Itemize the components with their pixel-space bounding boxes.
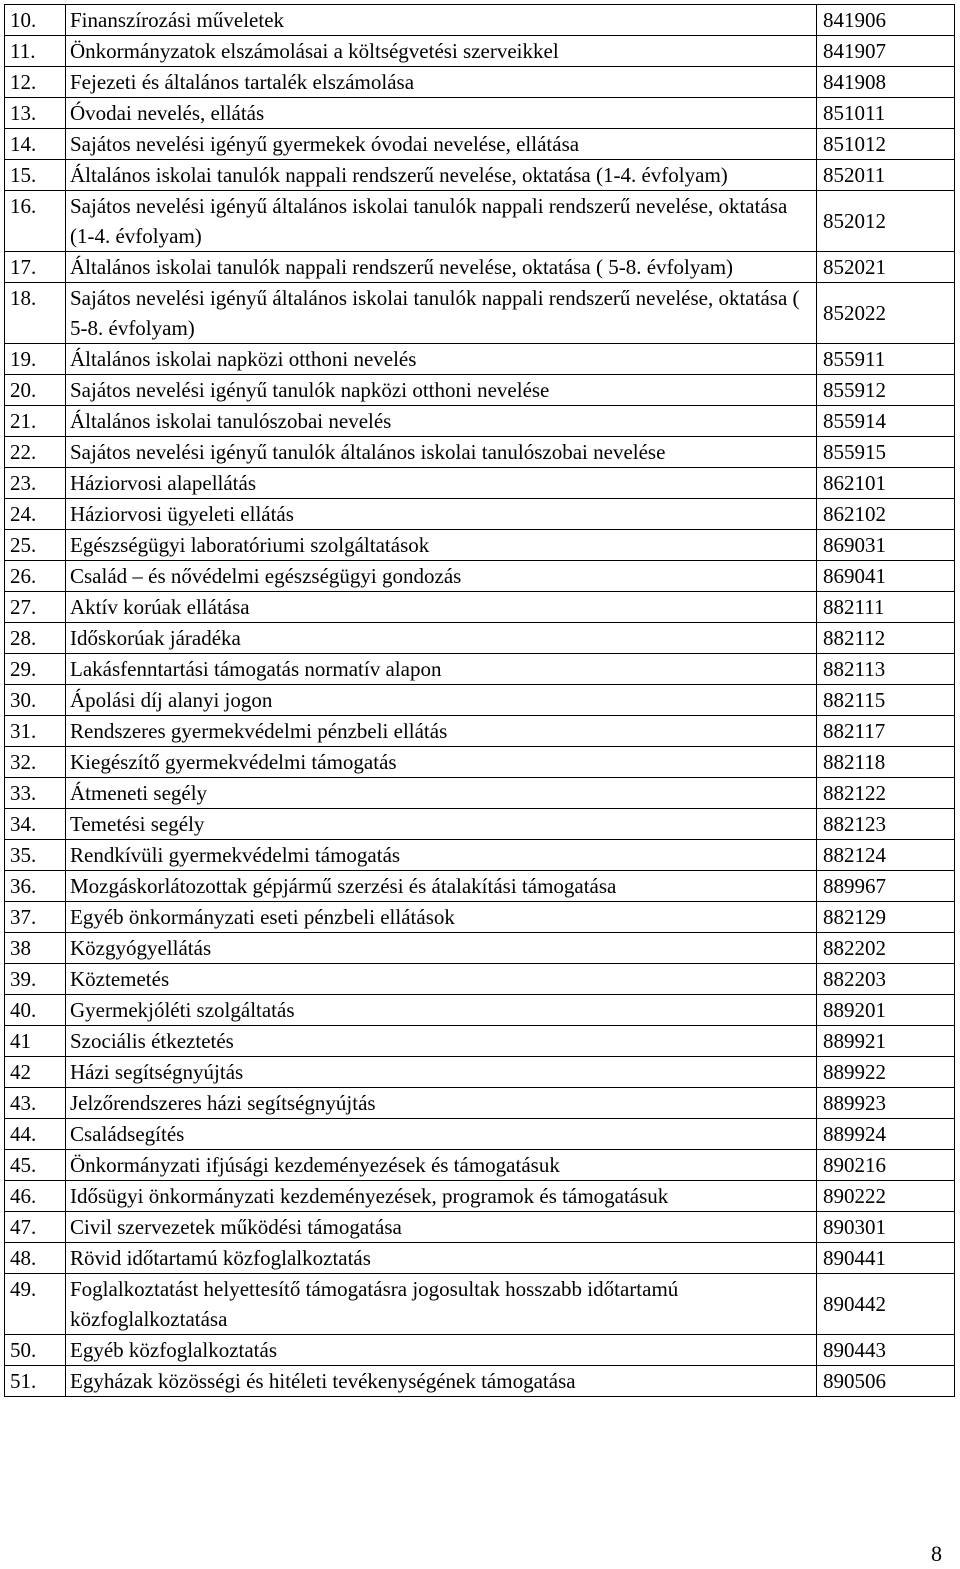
row-description: Sajátos nevelési igényű általános iskolai tanulók nappali rendszerű nevelése, oktatása (1-4. évfolyam) (66, 191, 817, 252)
row-description: Rendszeres gyermekvédelmi pénzbeli ellátás (66, 716, 817, 747)
table-row (5, 902, 955, 933)
row-number: 22. (5, 437, 66, 468)
row-code: 862101 (817, 468, 955, 499)
table-row (5, 654, 955, 685)
table-row (5, 1243, 955, 1274)
row-number: 51. (5, 1366, 66, 1397)
row-number: 20. (5, 375, 66, 406)
row-code: 855911 (817, 344, 955, 375)
row-description: Sajátos nevelési igényű tanulók általános iskolai tanulószobai nevelése (66, 437, 817, 468)
table-row (5, 344, 955, 375)
row-number: 13. (5, 98, 66, 129)
row-number: 21. (5, 406, 66, 437)
table-row (5, 1026, 955, 1057)
row-number: 36. (5, 871, 66, 902)
row-number: 27. (5, 592, 66, 623)
row-code: 890443 (817, 1335, 955, 1366)
table-row (5, 36, 955, 67)
row-description: Egyéb önkormányzati eseti pénzbeli ellátások (66, 902, 817, 933)
row-number: 40. (5, 995, 66, 1026)
row-number: 49. (5, 1274, 66, 1335)
row-code: 882117 (817, 716, 955, 747)
table-row (5, 964, 955, 995)
row-description: Közgyógyellátás (66, 933, 817, 964)
row-code: 851012 (817, 129, 955, 160)
row-code: 855912 (817, 375, 955, 406)
row-number: 29. (5, 654, 66, 685)
row-description: Egyéb közfoglalkoztatás (66, 1335, 817, 1366)
row-code: 889922 (817, 1057, 955, 1088)
table-row (5, 1119, 955, 1150)
table-row (5, 98, 955, 129)
row-number: 50. (5, 1335, 66, 1366)
table-row (5, 1150, 955, 1181)
row-number: 16. (5, 191, 66, 252)
table-row (5, 933, 955, 964)
row-number: 33. (5, 778, 66, 809)
row-description: Átmeneti segély (66, 778, 817, 809)
row-code: 889201 (817, 995, 955, 1026)
row-code: 890441 (817, 1243, 955, 1274)
table-row (5, 375, 955, 406)
row-description: Általános iskolai tanulók nappali rendszerű nevelése, oktatása ( 5-8. évfolyam) (66, 252, 817, 283)
table-row (5, 561, 955, 592)
row-code: 852022 (817, 283, 955, 344)
table-row (5, 840, 955, 871)
row-code: 869031 (817, 530, 955, 561)
row-description: Önkormányzati ifjúsági kezdeményezések és támogatásuk (66, 1150, 817, 1181)
row-number: 18. (5, 283, 66, 344)
table-row (5, 592, 955, 623)
row-number: 31. (5, 716, 66, 747)
row-number: 32. (5, 747, 66, 778)
table-row (5, 283, 955, 344)
row-description: Aktív korúak ellátása (66, 592, 817, 623)
row-description: Sajátos nevelési igényű gyermekek óvodai nevelése, ellátása (66, 129, 817, 160)
row-number: 25. (5, 530, 66, 561)
table-row (5, 530, 955, 561)
row-description: Köztemetés (66, 964, 817, 995)
row-code: 890506 (817, 1366, 955, 1397)
row-number: 30. (5, 685, 66, 716)
table-row (5, 252, 955, 283)
row-code: 882115 (817, 685, 955, 716)
row-code: 882202 (817, 933, 955, 964)
row-number: 47. (5, 1212, 66, 1243)
row-code: 852021 (817, 252, 955, 283)
row-number: 10. (5, 5, 66, 36)
row-code: 841907 (817, 36, 955, 67)
row-number: 14. (5, 129, 66, 160)
row-number: 43. (5, 1088, 66, 1119)
row-code: 882112 (817, 623, 955, 654)
row-number: 19. (5, 344, 66, 375)
row-code: 882122 (817, 778, 955, 809)
table-row (5, 1181, 955, 1212)
table-row (5, 809, 955, 840)
row-description: Rendkívüli gyermekvédelmi támogatás (66, 840, 817, 871)
page-number: 8 (931, 1541, 942, 1566)
row-number: 24. (5, 499, 66, 530)
table-row (5, 129, 955, 160)
table-row (5, 1335, 955, 1366)
table-row (5, 437, 955, 468)
row-description: Egyházak közösségi és hitéleti tevékenységének támogatása (66, 1366, 817, 1397)
row-description: Sajátos nevelési igényű általános iskolai tanulók nappali rendszerű nevelése, oktatása ( 5-8. évfolyam) (66, 283, 817, 344)
row-code: 862102 (817, 499, 955, 530)
row-number: 38 (5, 933, 66, 964)
table-row (5, 67, 955, 98)
row-code: 882123 (817, 809, 955, 840)
activity-code-table (4, 4, 955, 1397)
row-code: 851011 (817, 98, 955, 129)
table-row (5, 406, 955, 437)
row-number: 23. (5, 468, 66, 499)
table-row (5, 191, 955, 252)
row-code: 882111 (817, 592, 955, 623)
row-code: 882113 (817, 654, 955, 685)
table-row (5, 499, 955, 530)
row-description: Háziorvosi alapellátás (66, 468, 817, 499)
table-row (5, 623, 955, 654)
row-description: Szociális étkeztetés (66, 1026, 817, 1057)
row-description: Egészségügyi laboratóriumi szolgáltatások (66, 530, 817, 561)
table-row (5, 1057, 955, 1088)
row-description: Foglalkoztatást helyettesítő támogatásra jogosultak hosszabb időtartamú közfoglalkoztatása (66, 1274, 817, 1335)
table-row (5, 871, 955, 902)
row-description: Jelzőrendszeres házi segítségnyújtás (66, 1088, 817, 1119)
row-description: Lakásfenntartási támogatás normatív alapon (66, 654, 817, 685)
row-description: Sajátos nevelési igényű tanulók napközi otthoni nevelése (66, 375, 817, 406)
row-number: 39. (5, 964, 66, 995)
row-description: Általános iskolai napközi otthoni nevelés (66, 344, 817, 375)
table-row (5, 160, 955, 191)
row-description: Temetési segély (66, 809, 817, 840)
row-description: Családsegítés (66, 1119, 817, 1150)
row-code: 852012 (817, 191, 955, 252)
row-number: 26. (5, 561, 66, 592)
row-code: 889921 (817, 1026, 955, 1057)
row-number: 45. (5, 1150, 66, 1181)
row-code: 855914 (817, 406, 955, 437)
table-row (5, 716, 955, 747)
row-description: Mozgáskorlátozottak gépjármű szerzési és átalakítási támogatása (66, 871, 817, 902)
row-code: 852011 (817, 160, 955, 191)
row-description: Önkormányzatok elszámolásai a költségvetési szerveikkel (66, 36, 817, 67)
row-number: 37. (5, 902, 66, 933)
row-code: 855915 (817, 437, 955, 468)
row-code: 890216 (817, 1150, 955, 1181)
table-row (5, 1274, 955, 1335)
row-number: 44. (5, 1119, 66, 1150)
row-description: Fejezeti és általános tartalék elszámolása (66, 67, 817, 98)
row-number: 35. (5, 840, 66, 871)
row-number: 48. (5, 1243, 66, 1274)
table-row (5, 468, 955, 499)
row-description: Általános iskolai tanulók nappali rendszerű nevelése, oktatása (1-4. évfolyam) (66, 160, 817, 191)
row-code: 882124 (817, 840, 955, 871)
table-row (5, 995, 955, 1026)
row-description: Házi segítségnyújtás (66, 1057, 817, 1088)
row-number: 15. (5, 160, 66, 191)
row-code: 841908 (817, 67, 955, 98)
row-description: Óvodai nevelés, ellátás (66, 98, 817, 129)
table-row (5, 1366, 955, 1397)
row-number: 17. (5, 252, 66, 283)
row-number: 11. (5, 36, 66, 67)
row-description: Háziorvosi ügyeleti ellátás (66, 499, 817, 530)
row-code: 889967 (817, 871, 955, 902)
row-description: Kiegészítő gyermekvédelmi támogatás (66, 747, 817, 778)
row-description: Ápolási díj alanyi jogon (66, 685, 817, 716)
row-code: 889923 (817, 1088, 955, 1119)
row-number: 34. (5, 809, 66, 840)
row-description: Család – és nővédelmi egészségügyi gondozás (66, 561, 817, 592)
row-number: 46. (5, 1181, 66, 1212)
row-description: Rövid időtartamú közfoglalkoztatás (66, 1243, 817, 1274)
row-code: 882203 (817, 964, 955, 995)
row-number: 12. (5, 67, 66, 98)
row-number: 28. (5, 623, 66, 654)
row-code: 890222 (817, 1181, 955, 1212)
row-code: 869041 (817, 561, 955, 592)
table-row (5, 1212, 955, 1243)
row-code: 889924 (817, 1119, 955, 1150)
row-description: Általános iskolai tanulószobai nevelés (66, 406, 817, 437)
row-description: Gyermekjóléti szolgáltatás (66, 995, 817, 1026)
table-body (5, 5, 955, 1397)
table-row (5, 747, 955, 778)
row-code: 890301 (817, 1212, 955, 1243)
row-number: 42 (5, 1057, 66, 1088)
row-description: Idősügyi önkormányzati kezdeményezések, programok és támogatásuk (66, 1181, 817, 1212)
table-row (5, 5, 955, 36)
table-row (5, 778, 955, 809)
row-number: 41 (5, 1026, 66, 1057)
row-code: 841906 (817, 5, 955, 36)
row-description: Finanszírozási műveletek (66, 5, 817, 36)
row-code: 882129 (817, 902, 955, 933)
row-code: 890442 (817, 1274, 955, 1335)
row-description: Civil szervezetek működési támogatása (66, 1212, 817, 1243)
row-code: 882118 (817, 747, 955, 778)
row-description: Időskorúak járadéka (66, 623, 817, 654)
table-row (5, 1088, 955, 1119)
table-row (5, 685, 955, 716)
